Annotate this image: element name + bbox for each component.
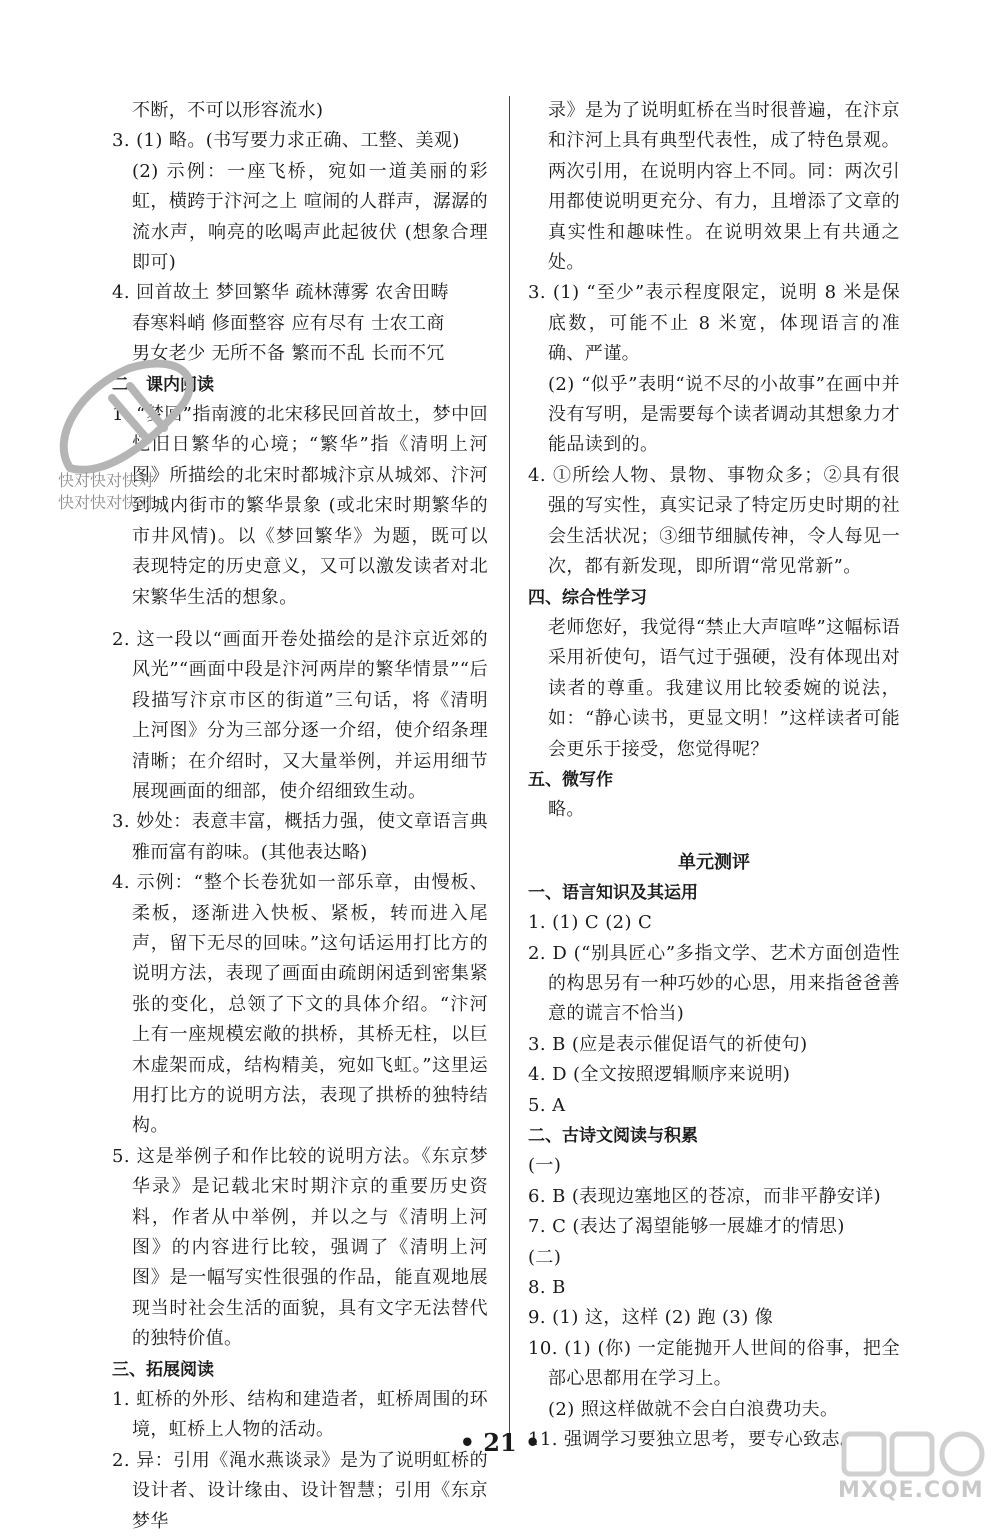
answer-paragraph: 7. C (表达了渴望能够一展雄才的情思) <box>528 1216 845 1238</box>
answer-paragraph: 8. B <box>528 1277 566 1299</box>
answer-paragraph: 2. 异：引用《渑水燕谈录》是为了说明虹桥的设计者、设计缘由、设计智慧；引用《东京梦华 <box>112 1449 488 1532</box>
section-heading: 二、课内阅读 <box>112 374 214 395</box>
answer-watermark-logo <box>834 1428 990 1520</box>
answer-paragraph: 5. A <box>528 1094 566 1116</box>
answer-paragraph: 2. D (“别具匠心”多指文学、艺术方面创造性的构思另有一种巧妙的心思，用来指爸爸善意的谎言不恰当) <box>528 942 900 1025</box>
answer-paragraph: 2. 这一段以“画面开卷处描绘的是汴京近郊的风光”“画面中段是汴河两岸的繁华情景”“后段描写汴京市区的街道”三句话，将《清明上河图》分为三部分逐一介绍，使介绍条理清晰；在介绍时，又大量举例，并运用细节展现画面的细部，使介绍细致生动。 <box>112 628 488 802</box>
right-column <box>528 96 900 1455</box>
answer-paragraph: 9. (1) 这，这样 (2) 跑 (3) 像 <box>528 1307 774 1329</box>
unit-test-title: 单元测评 <box>678 851 750 873</box>
answer-paragraph: 老师您好，我觉得“禁止大声喧哗”这幅标语采用祈使句，语气过于强硬，没有体现出对读者的尊重。我建议用比较委婉的说法，如：“静心读书，更显文明！”这样读者可能会更乐于接受，您觉得呢？ <box>548 616 900 760</box>
column-divider <box>509 96 510 1436</box>
page-number: • 21 • <box>459 1428 541 1457</box>
answer-paragraph: 男女老少 无所不备 繁而不乱 长而不冗 <box>132 343 445 365</box>
answer-paragraph: 11. 强调学习要独立思考，要专心致志。 <box>528 1429 859 1451</box>
section-heading: 二、古诗文阅读与积累 <box>528 1126 698 1146</box>
stamp-text <box>58 470 154 514</box>
answer-paragraph: (2) 示例：一座飞桥，宛如一道美丽的彩虹，横跨于汴河之上 喧闹的人群声，潺潺的流水声，响亮的吆喝声此起彼伏 (想象合理即可) <box>132 160 488 274</box>
answer-paragraph: (2) 照这样做就不会白白浪费功夫。 <box>548 1398 839 1420</box>
answer-paragraph: 录》是为了说明虹桥在当时很普遍，在汴京和汴河上具有典型代表性，成了特色景观。两次引用，在说明内容上不同。同：两次引用都使说明更充分、有力，且增添了文章的真实性和趣味性。在说明效果上有共通之处。 <box>548 100 900 274</box>
section-heading: 一、语言知识及其运用 <box>528 882 698 903</box>
answer-paragraph: 3. (1) 略。(书写要力求正确、工整、美观) <box>112 130 460 152</box>
answer-paragraph: 1. “梦回”指南渡的北宋移民回首故土，梦中回忆旧日繁华的心境；“繁华”指《清明上河图》所描绘的北宋时都城汴京从城郊、汴河到城内街市的繁华景象 (或北宋时期繁华的市井风情)。以《梦回繁华》为题，既可以表现特定的历史意义，又可以激发读者对北宋繁华生活的想象。 <box>112 404 488 608</box>
stamp-line-1: 快对快对快对 <box>58 471 155 490</box>
watermark-text: MXQE.COM <box>838 1478 984 1503</box>
answer-paragraph: 春寒料峭 修面整容 应有尽有 士农工商 <box>132 312 445 334</box>
answer-paragraph: 4. 回首故土 梦回繁华 疏林薄雾 农舍田畴 <box>112 282 449 304</box>
answer-paragraph: (二) <box>528 1246 562 1268</box>
answer-paragraph: 4. 示例：“整个长卷犹如一部乐章，由慢板、柔板，逐渐进入快板、紧板，转而进入尾声，留下无尽的回味。”这句话运用打比方的说明方法，表现了画面由疏朗闲适到密集紧张的变化，总领了下文的具体介绍。“汴河上有一座规模宏敞的拱桥，其桥无柱，以巨木虚架而成，结构精美，宛如飞虹。”这里运用打比方的说明方法，表现了拱桥的独特结构。 <box>112 872 488 1137</box>
section-heading: 五、微写作 <box>528 769 613 790</box>
answer-paragraph: 3. 妙处：表意丰富，概括力强，使文章语言典雅而富有韵味。(其他表达略) <box>112 811 488 863</box>
section-heading: 三、拓展阅读 <box>112 1359 214 1380</box>
section-heading: 四、综合性学习 <box>528 587 647 608</box>
answer-paragraph: 不断，不可以形容流水) <box>132 100 324 121</box>
answer-paragraph: 1. 虹桥的外形、结构和建造者，虹桥周围的环境，虹桥上人物的活动。 <box>112 1389 488 1441</box>
spacer <box>112 613 488 625</box>
left-column <box>112 96 488 1537</box>
answer-paragraph: 6. B (表现边塞地区的苍凉，而非平静安详) <box>528 1185 882 1207</box>
stamp-line-2: 快对快对快对 <box>58 493 155 512</box>
answer-paragraph: 1. (1) C (2) C <box>528 912 653 934</box>
answer-paragraph: 10. (1) (你) 一定能抛开人世间的俗事，把全部心思都用在学习上。 <box>528 1337 900 1390</box>
answer-paragraph: 3. B (应是表示催促语气的祈使句) <box>528 1033 808 1055</box>
answer-paragraph: 4. ①所绘人物、景物、事物众多；②具有很强的写实性，真实记录了特定历史时期的社会生活状况；③细节细腻传神，令人每见一次，都有新发现，即所谓“常见常新”。 <box>528 464 900 578</box>
answer-paragraph: 3. (1) “至少”表示程度限定，说明 8 米是保底数，可能不止 8 米宽，体现语言的准确、严谨。 <box>528 282 900 365</box>
answer-paragraph: 4. D (全文按照逻辑顺序来说明) <box>528 1064 791 1086</box>
answer-paragraph: (一) <box>528 1155 562 1177</box>
answer-paragraph: 略。 <box>548 799 585 821</box>
answer-paragraph: 5. 这是举例子和作比较的说明方法。《东京梦华录》是记载北宋时期汴京的重要历史资料，作者从中举例，并以之与《清明上河图》的内容进行比较，强调了《清明上河图》是一幅写实性很强的作品，能直观地展现当时社会生活的面貌，具有文字无法替代的独特价值。 <box>112 1145 488 1350</box>
answer-paragraph: (2) “似乎”表明“说不尽的小故事”在画中并没有写明，是需要每个读者调动其想象力才能品读到的。 <box>548 373 900 456</box>
